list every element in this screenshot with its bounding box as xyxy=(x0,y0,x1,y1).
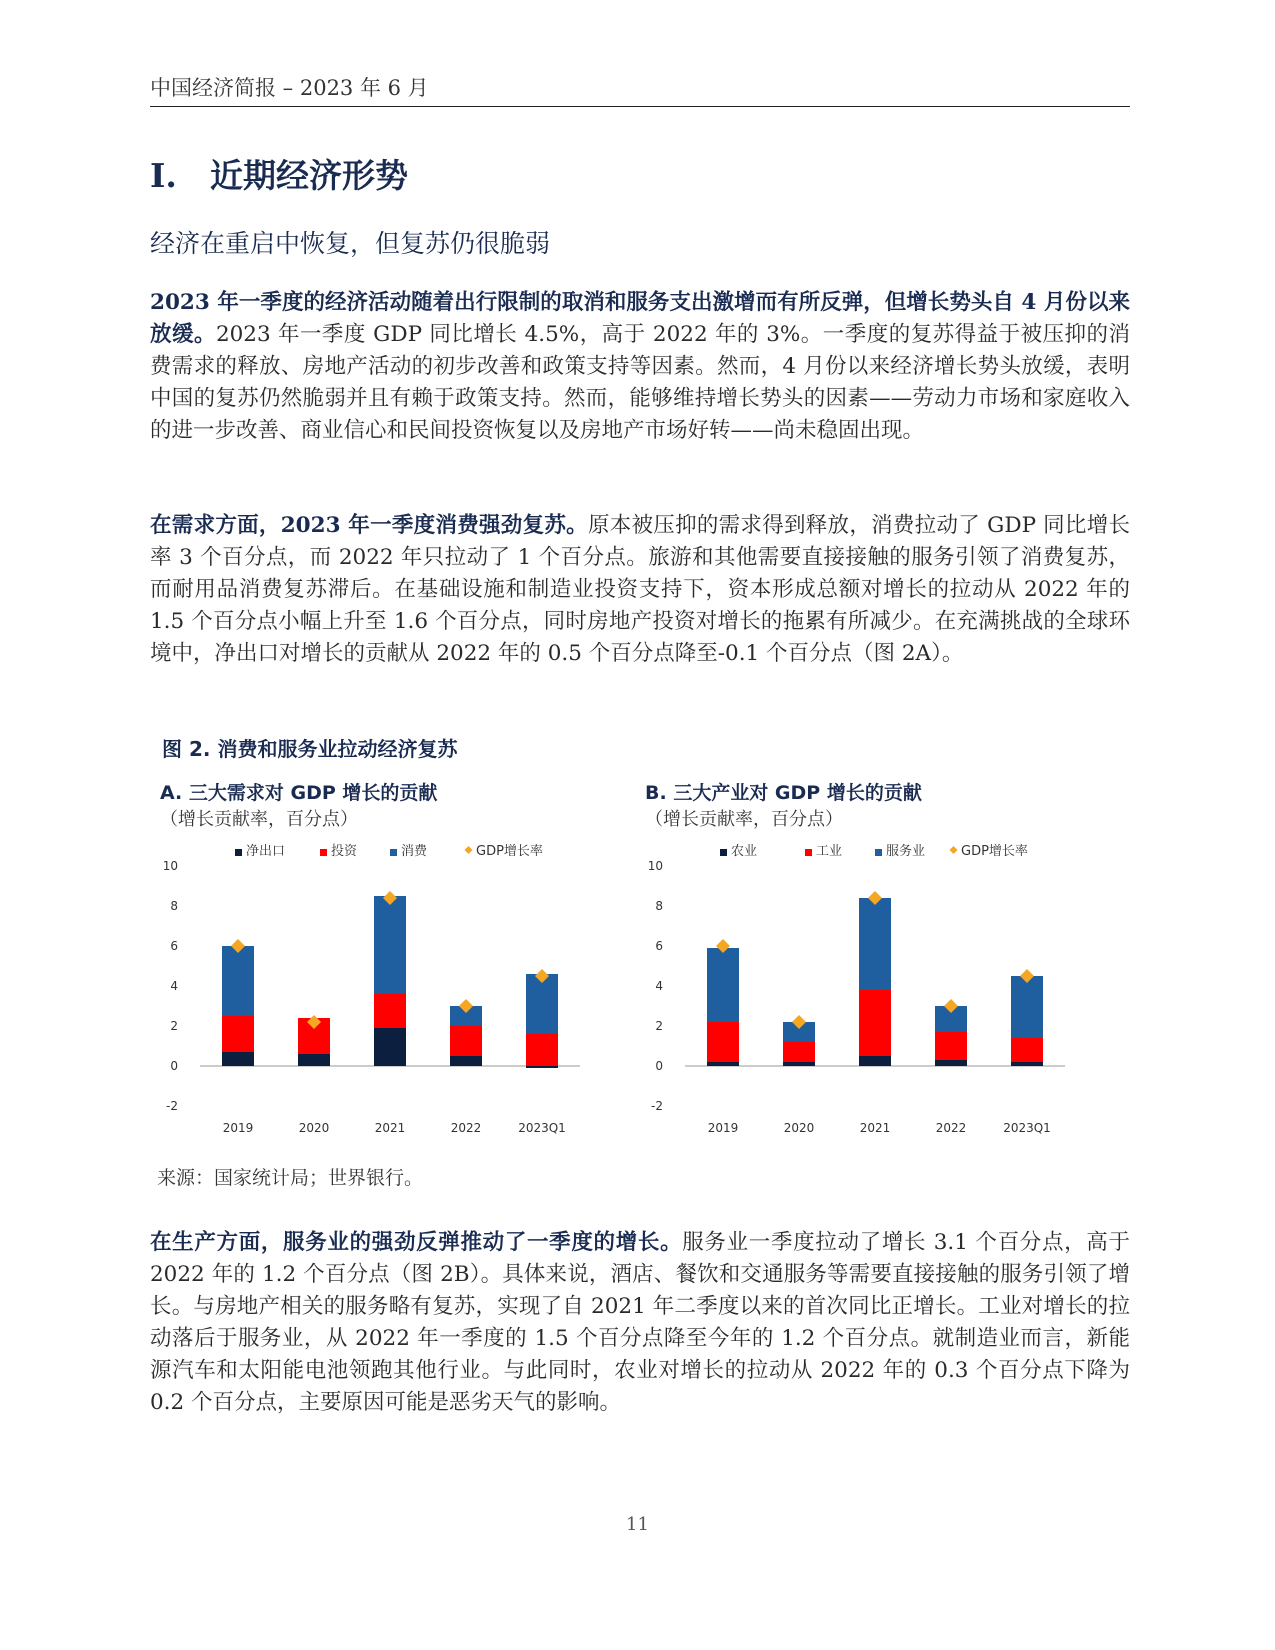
chart-a-xtick-1: 2020 xyxy=(298,1121,330,1135)
chart-b-xtick-3: 2022 xyxy=(935,1121,967,1135)
chart-a-bar-投资-2021 xyxy=(374,994,406,1028)
chart-a-title: A. 三大需求对 GDP 增长的贡献 xyxy=(160,782,438,804)
chart-b-legend-swatch-1 xyxy=(805,849,812,856)
chart-a-ytick-0: -2 xyxy=(166,1099,178,1113)
chart-a-legend-swatch-0 xyxy=(235,849,242,856)
chart-b-bar-工业-2019 xyxy=(707,1022,739,1062)
paragraph-1 xyxy=(150,287,1130,447)
chart-b-bar-工业-2022 xyxy=(935,1032,967,1060)
chart-a-ytick-3: 4 xyxy=(170,979,178,993)
chart-b-ytick-6: 10 xyxy=(647,859,663,873)
chart-b-bar-农业-2020 xyxy=(783,1062,815,1066)
chart-a-ytick-4: 6 xyxy=(170,939,178,953)
chart-b-ytick-4: 6 xyxy=(655,939,663,953)
chart-a-bar-净出口-2023Q1 xyxy=(526,1066,558,1068)
chart-b-ytick-0: -2 xyxy=(651,1099,663,1113)
chart-b-legend-swatch-2 xyxy=(875,849,882,856)
chart-a-legend-label-0: 净出口 xyxy=(246,844,286,859)
header-rule xyxy=(150,106,1130,107)
chart-a-legend-swatch-1 xyxy=(320,849,327,856)
chart-b-bar-工业-2021 xyxy=(859,990,891,1056)
chart-b xyxy=(645,836,1105,1166)
paragraph-2 xyxy=(150,510,1130,670)
chart-b-xtick-0: 2019 xyxy=(707,1121,739,1135)
chart-a-bar-投资-2022 xyxy=(450,1026,482,1056)
chart-b-ytick-1: 0 xyxy=(655,1059,663,1073)
section-subtitle: 经济在重启中恢复，但复苏仍很脆弱 xyxy=(150,229,551,258)
chart-a-bar-消费-2019 xyxy=(222,946,254,1016)
paragraph-1-body: 2023 年一季度 GDP 同比增长 4.5%，高于 2022 年的 3%。一季度的复苏得益于被压抑的消费需求的释放、房地产活动的初步改善和政策支持等因素。然而，4 月份以来经济增长势头放缓，表明中国的复苏仍然脆弱并且有赖于政策支持。然而，能够维持增长势头的因素——劳动力市场和家庭收入的进一步改善、商业信心和民间投资恢复以及房地产市场好转——尚未稳固出现。 xyxy=(150,322,1130,443)
chart-a-xtick-4: 2023Q1 xyxy=(518,1121,566,1135)
chart-b-legend-swatch-0 xyxy=(720,849,727,856)
chart-b-legend-swatch-3 xyxy=(950,846,958,854)
running-header: 中国经济简报 – 2023 年 6 月 xyxy=(150,76,429,100)
chart-b-bar-农业-2023Q1 xyxy=(1011,1062,1043,1066)
chart-b-legend-label-3: GDP增长率 xyxy=(961,844,1028,859)
chart-b-ytick-5: 8 xyxy=(655,899,663,913)
chart-b-bar-工业-2023Q1 xyxy=(1011,1038,1043,1062)
chart-a-legend-swatch-2 xyxy=(390,849,397,856)
chart-a xyxy=(160,836,620,1166)
chart-a-legend-label-1: 投资 xyxy=(331,844,358,859)
chart-a-bar-净出口-2021 xyxy=(374,1028,406,1066)
page-number: 11 xyxy=(626,1514,649,1535)
figure-source: 来源：国家统计局；世界银行。 xyxy=(157,1167,424,1189)
chart-a-xtick-2: 2021 xyxy=(374,1121,406,1135)
section-title xyxy=(150,150,408,197)
paragraph-2-lead: 在需求方面，2023 年一季度消费强劲复苏。 xyxy=(150,513,588,538)
paragraph-2-body: 原本被压抑的需求得到释放，消费拉动了 GDP 同比增长率 3 个百分点，而 2022 年只拉动了 1 个百分点。旅游和其他需要直接接触的服务引领了消费复苏，而耐用品消费复苏滞后。在基础设施和制造业投资支持下，资本形成总额对增长的拉动从 2022 年的 1.5 个百分点小幅上升至 1.6 个百分点，同时房地产投资对增长的拖累有所减少。在充满挑战的全球环境中，净出口对增长的贡献从 2022 年的 0.5 个百分点降至-0.1 个百分点（图 2A）。 xyxy=(150,513,1130,666)
chart-a-legend-swatch-3 xyxy=(465,846,473,854)
chart-b-xtick-4: 2023Q1 xyxy=(1003,1121,1051,1135)
chart-a-bar-净出口-2020 xyxy=(298,1054,330,1066)
chart-b-legend-label-2: 服务业 xyxy=(886,844,926,859)
chart-b-bar-工业-2020 xyxy=(783,1042,815,1062)
chart-b-bar-服务业-2023Q1 xyxy=(1011,976,1043,1038)
chart-b-xtick-1: 2020 xyxy=(783,1121,815,1135)
paragraph-1-lead: 2023 年一季度的经济活动随着出行限制的取消和服务支出激增而有所反弹，但增长势头自 4 月份以来放缓。 xyxy=(150,290,1130,347)
chart-b-xtick-2: 2021 xyxy=(859,1121,891,1135)
chart-b-bar-农业-2019 xyxy=(707,1062,739,1066)
chart-b-subtitle: （增长贡献率，百分点） xyxy=(645,809,843,830)
chart-a-bar-投资-2019 xyxy=(222,1016,254,1052)
chart-a-ytick-1: 0 xyxy=(170,1059,178,1073)
section-heading: 近期经济形势 xyxy=(210,156,408,195)
chart-a-ytick-2: 2 xyxy=(170,1019,178,1033)
chart-a-xtick-3: 2022 xyxy=(450,1121,482,1135)
chart-b-title: B. 三大产业对 GDP 增长的贡献 xyxy=(645,782,922,804)
chart-b-ytick-2: 2 xyxy=(655,1019,663,1033)
chart-a-xtick-0: 2019 xyxy=(222,1121,254,1135)
chart-b-legend-label-1: 工业 xyxy=(816,844,843,859)
paragraph-3-body: 服务业一季度拉动了增长 3.1 个百分点，高于 2022 年的 1.2 个百分点（图 2B）。具体来说，酒店、餐饮和交通服务等需要直接接触的服务引领了增长。与房地产相关的服务略有复苏，实现了自 2021 年二季度以来的首次同比正增长。工业对增长的拉动落后于服务业，从 2022 年一季度的 1.5 个百分点降至今年的 1.2 个百分点。就制造业而言，新能源汽车和太阳能电池领跑其他行业。与此同时，农业对增长的拉动从 2022 年的 0.3 个百分点下降为 0.2 个百分点，主要原因可能是恶劣天气的影响。 xyxy=(150,1230,1130,1415)
chart-a-ytick-6: 10 xyxy=(162,859,178,873)
chart-a-ytick-5: 8 xyxy=(170,899,178,913)
chart-b-bar-服务业-2021 xyxy=(859,898,891,990)
figure-title: 图 2. 消费和服务业拉动经济复苏 xyxy=(162,737,458,761)
chart-a-bar-净出口-2019 xyxy=(222,1052,254,1066)
chart-b-legend-label-0: 农业 xyxy=(731,844,758,859)
chart-a-legend-label-3: GDP增长率 xyxy=(476,844,543,859)
chart-a-bar-消费-2021 xyxy=(374,896,406,994)
paragraph-3-lead: 在生产方面，服务业的强劲反弹推动了一季度的增长。 xyxy=(150,1230,683,1255)
chart-a-subtitle: （增长贡献率，百分点） xyxy=(160,809,358,830)
paragraph-3 xyxy=(150,1227,1130,1419)
section-number: I. xyxy=(150,156,177,195)
chart-b-bar-服务业-2019 xyxy=(707,948,739,1022)
chart-b-bar-农业-2021 xyxy=(859,1056,891,1066)
chart-b-bar-农业-2022 xyxy=(935,1060,967,1066)
chart-a-bar-净出口-2022 xyxy=(450,1056,482,1066)
chart-b-ytick-3: 4 xyxy=(655,979,663,993)
chart-a-bar-投资-2023Q1 xyxy=(526,1034,558,1066)
chart-a-legend-label-2: 消费 xyxy=(401,844,428,859)
